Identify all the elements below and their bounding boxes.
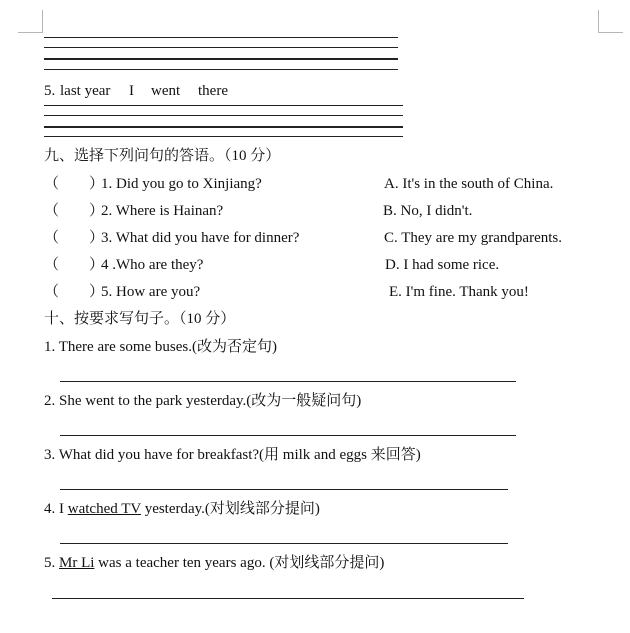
- question-text: 3. What did you have for dinner?: [101, 230, 300, 246]
- question-suffix: yesterday.(对划线部分提问): [140, 501, 320, 517]
- answer-line-5[interactable]: [52, 598, 524, 599]
- word-card: last year: [60, 83, 111, 99]
- answer-line-1[interactable]: [60, 381, 516, 382]
- question-number: 5.: [44, 83, 56, 99]
- answer-blank[interactable]: （ ）: [44, 257, 105, 273]
- question-text: 2. Where is Hainan?: [101, 203, 224, 219]
- answer-blank[interactable]: （ ）: [44, 203, 105, 219]
- question-text: 5. How are you?: [101, 284, 201, 300]
- word-card: I: [129, 83, 134, 99]
- writing-line: [44, 58, 398, 60]
- question-text: 1. Did you go to Xinjiang?: [101, 176, 262, 192]
- question-prefix: 5.: [44, 555, 59, 571]
- writing-line: [44, 69, 398, 70]
- writing-line: [44, 136, 403, 137]
- answer-option: B. No, I didn't.: [383, 203, 473, 219]
- answer-blank[interactable]: （ ）: [44, 176, 105, 192]
- answer-option: D. I had some rice.: [385, 257, 500, 273]
- writing-line: [44, 126, 403, 128]
- word-card: went: [151, 83, 181, 99]
- answer-blank[interactable]: （ ）: [44, 284, 105, 300]
- underlined-phrase: Mr Li: [59, 555, 95, 571]
- question-text: 4 .Who are they?: [101, 257, 204, 273]
- page-corner-mark-right: [598, 10, 623, 33]
- rewrite-question-3: 3. What did you have for breakfast?(用 milk and eggs 来回答): [44, 447, 421, 463]
- underlined-phrase: watched TV: [67, 501, 141, 517]
- writing-line: [44, 115, 403, 116]
- rewrite-question-1: 1. There are some buses.(改为否定句): [44, 339, 277, 355]
- section-9-title: 九、选择下列问句的答语。（10 分）: [44, 148, 281, 164]
- word-card: there: [198, 83, 228, 99]
- answer-line-2[interactable]: [60, 435, 516, 436]
- answer-line-3[interactable]: [60, 489, 508, 490]
- answer-option: A. It's in the south of China.: [384, 176, 554, 192]
- writing-line: [44, 105, 403, 106]
- writing-line: [44, 47, 398, 48]
- answer-blank[interactable]: （ ）: [44, 230, 105, 246]
- question-suffix: was a teacher ten years ago. (对划线部分提问): [94, 555, 385, 571]
- rewrite-question-2: 2. She went to the park yesterday.(改为一般疑问句): [44, 393, 362, 409]
- rewrite-question-5: [44, 554, 384, 572]
- rewrite-question-4: [44, 500, 320, 518]
- answer-option: E. I'm fine. Thank you!: [389, 284, 529, 300]
- section-10-title: 十、按要求写句子。（10 分）: [44, 311, 236, 327]
- page-corner-mark-left: [18, 10, 43, 33]
- answer-option: C. They are my grandparents.: [384, 230, 563, 246]
- writing-line: [44, 37, 398, 38]
- answer-line-4[interactable]: [60, 543, 508, 544]
- question-prefix: 4. I: [44, 501, 68, 517]
